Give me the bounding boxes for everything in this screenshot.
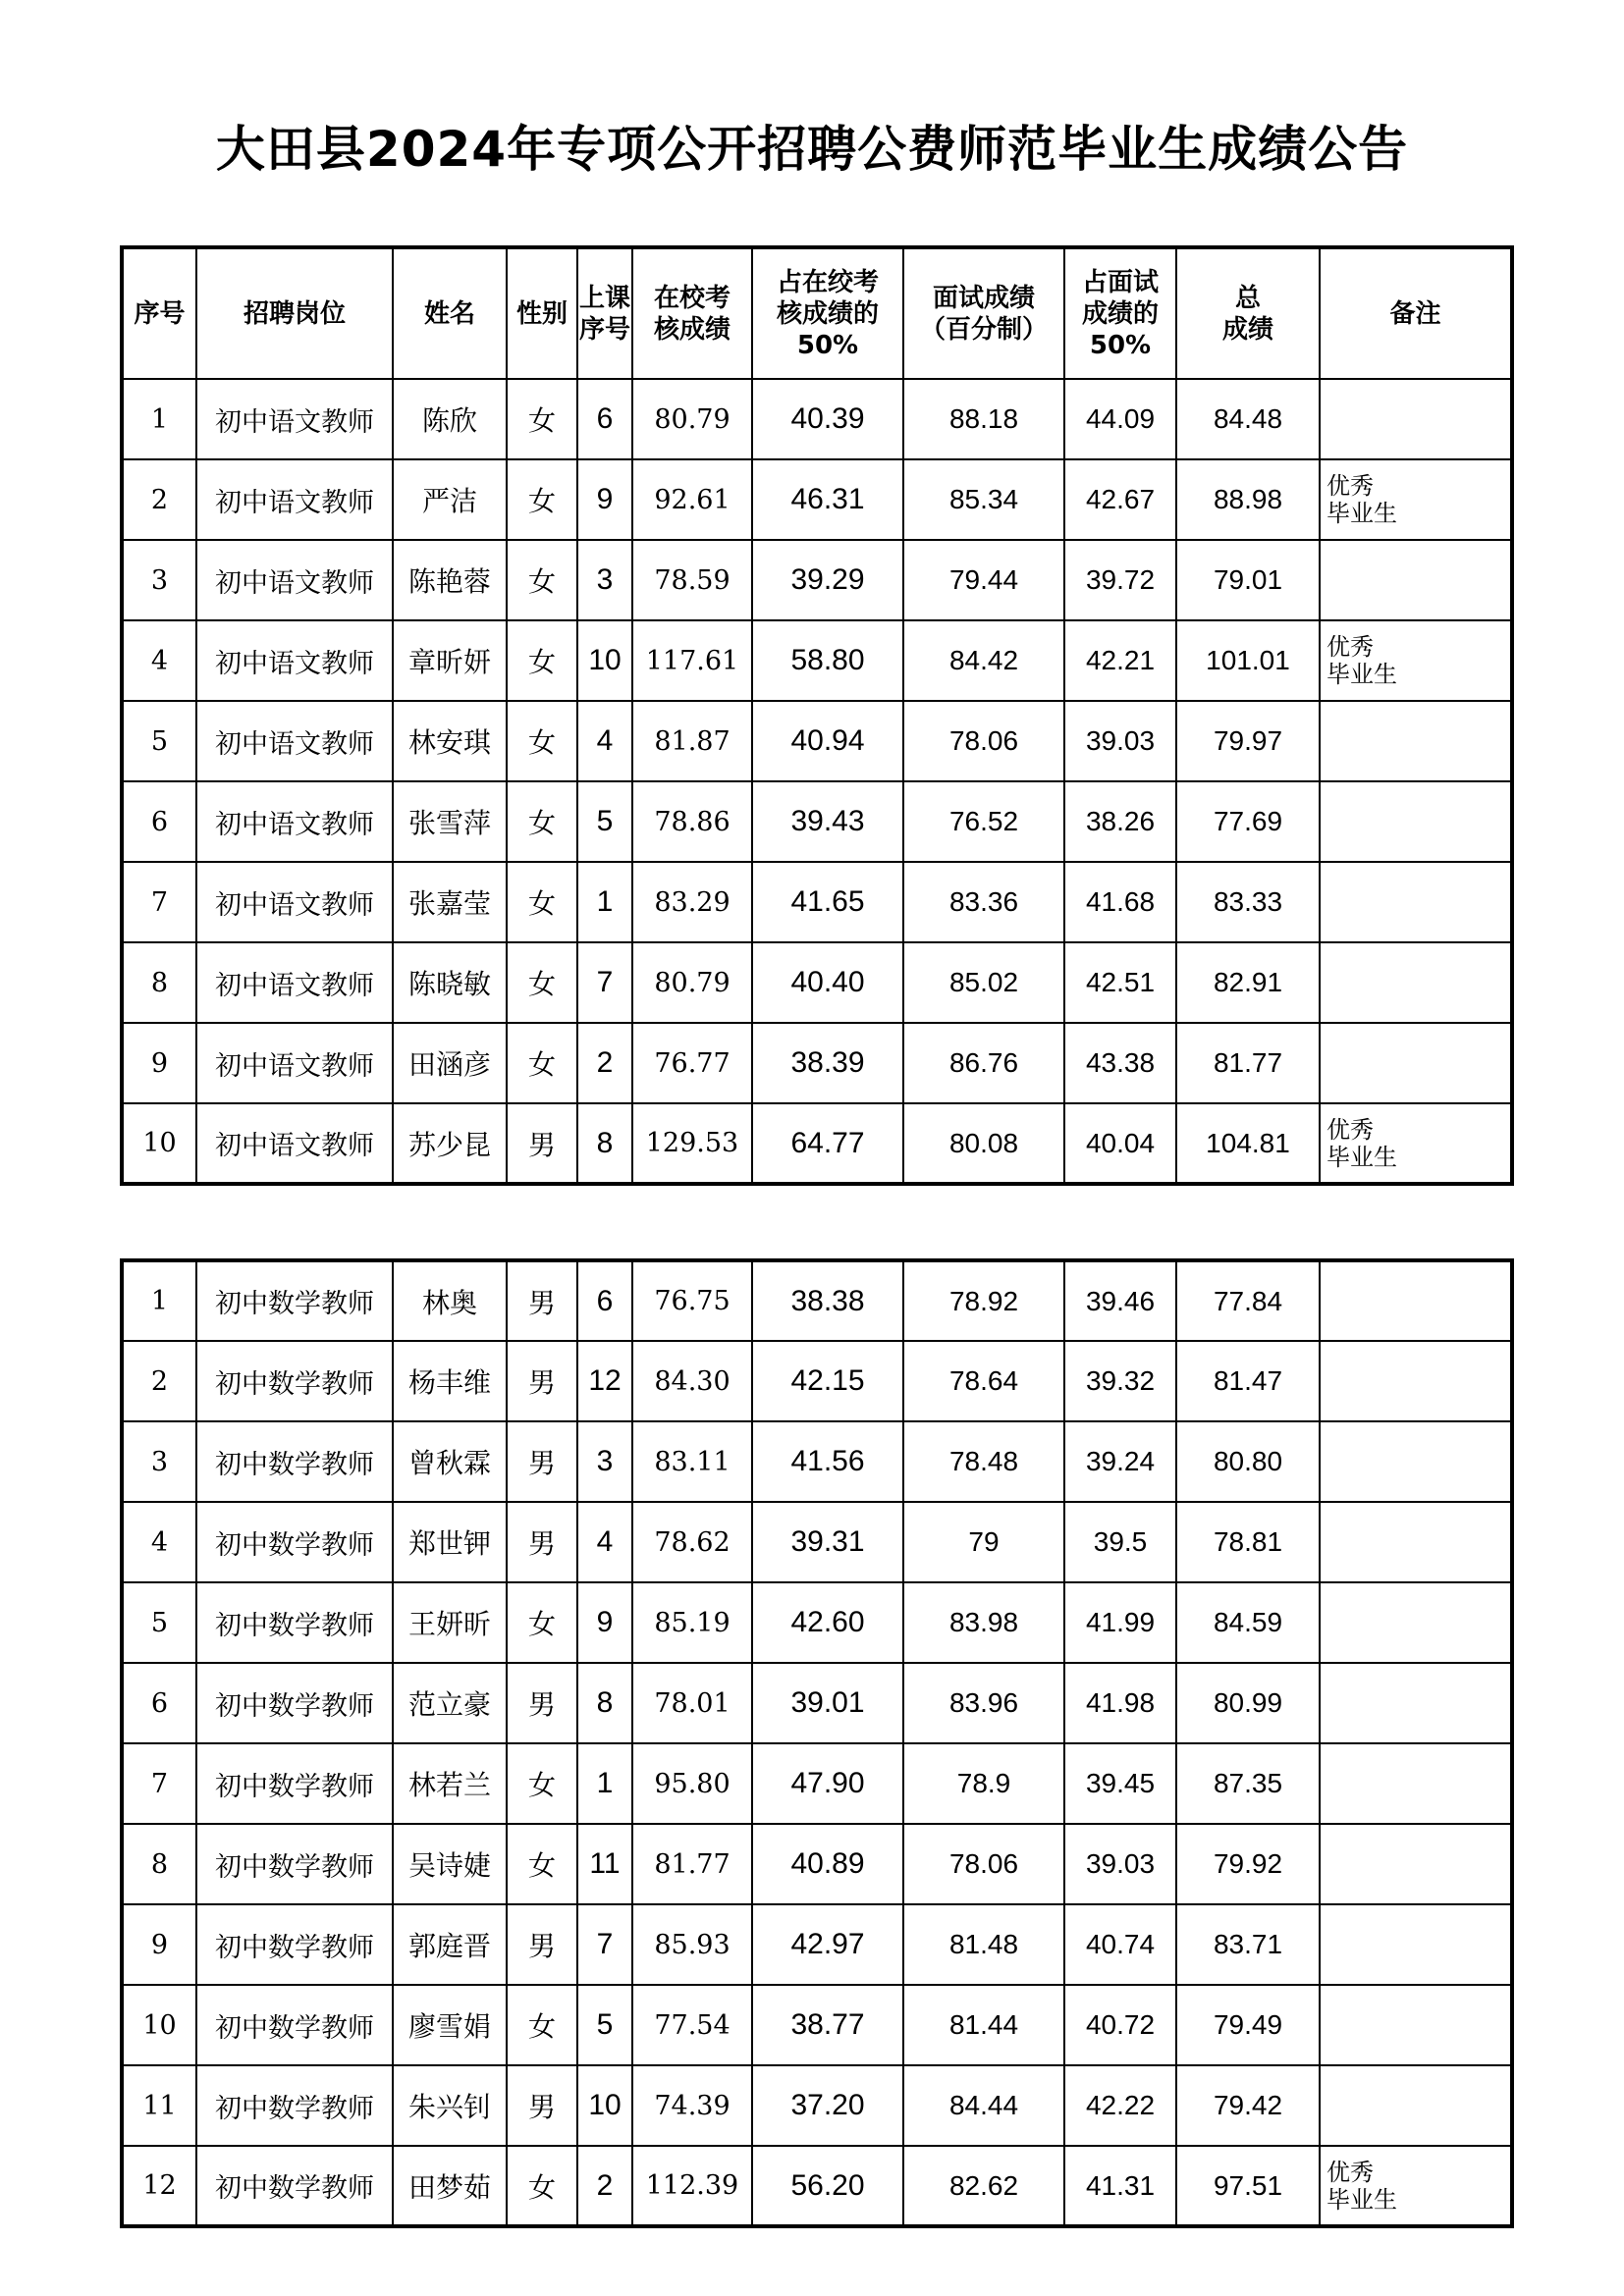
- cell-seq: 4: [122, 620, 196, 701]
- cell-total: 88.98: [1176, 459, 1320, 540]
- cell-lesson-order: 2: [577, 2146, 632, 2226]
- cell-lesson-order: 5: [577, 1985, 632, 2065]
- cell-post: 初中语文教师: [196, 459, 393, 540]
- header-total: 总 成绩: [1176, 247, 1320, 379]
- cell-name: 苏少昆: [393, 1103, 507, 1184]
- cell-name: 林安琪: [393, 701, 507, 781]
- cell-gender: 女: [507, 1582, 577, 1663]
- cell-interview-50: 42.51: [1064, 942, 1176, 1023]
- cell-total: 84.59: [1176, 1582, 1320, 1663]
- cell-total: 83.71: [1176, 1904, 1320, 1985]
- cell-seq: 1: [122, 379, 196, 459]
- cell-lesson-order: 7: [577, 1904, 632, 1985]
- cell-post: 初中语文教师: [196, 781, 393, 862]
- table-row: [122, 459, 1512, 540]
- cell-interview: 78.9: [903, 1743, 1064, 1824]
- table-row: [122, 620, 1512, 701]
- cell-gender: 女: [507, 620, 577, 701]
- score-table-chinese: [120, 245, 1514, 1186]
- cell-name: 张嘉莹: [393, 862, 507, 942]
- cell-school-50: 42.15: [752, 1341, 903, 1421]
- cell-remark: [1320, 379, 1512, 459]
- cell-post: 初中数学教师: [196, 1904, 393, 1985]
- cell-interview: 78.48: [903, 1421, 1064, 1502]
- cell-school-score: 78.86: [632, 781, 752, 862]
- header-interview-50: 占面试 成绩的 50%: [1064, 247, 1176, 379]
- cell-seq: 8: [122, 942, 196, 1023]
- cell-remark: [1320, 1502, 1512, 1582]
- table-row: [122, 1502, 1512, 1582]
- cell-school-score: 112.39: [632, 2146, 752, 2226]
- cell-lesson-order: 5: [577, 781, 632, 862]
- cell-interview: 78.06: [903, 1824, 1064, 1904]
- cell-seq: 12: [122, 2146, 196, 2226]
- table-row: [122, 862, 1512, 942]
- cell-post: 初中数学教师: [196, 1260, 393, 1341]
- cell-interview-50: 42.67: [1064, 459, 1176, 540]
- table-header-row: [122, 247, 1512, 379]
- cell-lesson-order: 12: [577, 1341, 632, 1421]
- cell-school-50: 40.40: [752, 942, 903, 1023]
- table-row: [122, 1421, 1512, 1502]
- cell-remark: [1320, 1421, 1512, 1502]
- cell-seq: 5: [122, 1582, 196, 1663]
- cell-gender: 女: [507, 459, 577, 540]
- cell-seq: 9: [122, 1023, 196, 1103]
- table-row: [122, 1582, 1512, 1663]
- cell-seq: 10: [122, 1103, 196, 1184]
- cell-name: 杨丰维: [393, 1341, 507, 1421]
- cell-interview: 88.18: [903, 379, 1064, 459]
- cell-school-score: 74.39: [632, 2065, 752, 2146]
- cell-seq: 2: [122, 459, 196, 540]
- cell-interview-50: 42.22: [1064, 2065, 1176, 2146]
- cell-interview-50: 40.74: [1064, 1904, 1176, 1985]
- cell-post: 初中数学教师: [196, 1502, 393, 1582]
- cell-school-50: 39.43: [752, 781, 903, 862]
- cell-gender: 女: [507, 379, 577, 459]
- cell-school-score: 129.53: [632, 1103, 752, 1184]
- cell-interview: 81.48: [903, 1904, 1064, 1985]
- cell-post: 初中语文教师: [196, 942, 393, 1023]
- cell-gender: 男: [507, 1260, 577, 1341]
- cell-interview-50: 39.24: [1064, 1421, 1176, 1502]
- score-table-math: [120, 1258, 1514, 2228]
- cell-interview-50: 38.26: [1064, 781, 1176, 862]
- cell-interview: 84.44: [903, 2065, 1064, 2146]
- cell-interview-50: 41.31: [1064, 2146, 1176, 2226]
- cell-total: 79.42: [1176, 2065, 1320, 2146]
- cell-name: 章昕妍: [393, 620, 507, 701]
- table-row: [122, 1743, 1512, 1824]
- cell-seq: 6: [122, 1663, 196, 1743]
- cell-school-50: 38.39: [752, 1023, 903, 1103]
- cell-remark: [1320, 862, 1512, 942]
- cell-lesson-order: 3: [577, 1421, 632, 1502]
- cell-post: 初中数学教师: [196, 1743, 393, 1824]
- cell-total: 82.91: [1176, 942, 1320, 1023]
- header-gender: 性别: [507, 247, 577, 379]
- cell-total: 83.33: [1176, 862, 1320, 942]
- cell-interview: 81.44: [903, 1985, 1064, 2065]
- cell-lesson-order: 8: [577, 1103, 632, 1184]
- cell-remark: [1320, 1023, 1512, 1103]
- cell-remark: [1320, 540, 1512, 620]
- cell-total: 79.01: [1176, 540, 1320, 620]
- cell-gender: 男: [507, 1421, 577, 1502]
- cell-lesson-order: 1: [577, 1743, 632, 1824]
- table-row: [122, 1985, 1512, 2065]
- cell-lesson-order: 9: [577, 1582, 632, 1663]
- cell-name: 陈欣: [393, 379, 507, 459]
- cell-lesson-order: 3: [577, 540, 632, 620]
- cell-school-score: 81.77: [632, 1824, 752, 1904]
- cell-school-score: 80.79: [632, 379, 752, 459]
- cell-school-50: 41.56: [752, 1421, 903, 1502]
- cell-school-score: 76.75: [632, 1260, 752, 1341]
- cell-post: 初中语文教师: [196, 862, 393, 942]
- cell-school-50: 46.31: [752, 459, 903, 540]
- cell-name: 林奥: [393, 1260, 507, 1341]
- cell-total: 77.69: [1176, 781, 1320, 862]
- cell-gender: 女: [507, 1824, 577, 1904]
- cell-name: 张雪萍: [393, 781, 507, 862]
- cell-post: 初中数学教师: [196, 2146, 393, 2226]
- cell-interview-50: 39.03: [1064, 701, 1176, 781]
- cell-name: 田涵彦: [393, 1023, 507, 1103]
- cell-lesson-order: 11: [577, 1824, 632, 1904]
- cell-seq: 7: [122, 1743, 196, 1824]
- cell-interview-50: 39.45: [1064, 1743, 1176, 1824]
- cell-school-50: 42.97: [752, 1904, 903, 1985]
- cell-total: 77.84: [1176, 1260, 1320, 1341]
- cell-name: 王妍昕: [393, 1582, 507, 1663]
- cell-post: 初中语文教师: [196, 1023, 393, 1103]
- header-interview: 面试成绩 （百分制）: [903, 247, 1064, 379]
- table-row: [122, 1904, 1512, 1985]
- cell-post: 初中数学教师: [196, 2065, 393, 2146]
- cell-school-50: 40.89: [752, 1824, 903, 1904]
- cell-name: 范立豪: [393, 1663, 507, 1743]
- cell-school-50: 38.77: [752, 1985, 903, 2065]
- cell-name: 郑世钾: [393, 1502, 507, 1582]
- cell-lesson-order: 2: [577, 1023, 632, 1103]
- cell-total: 104.81: [1176, 1103, 1320, 1184]
- cell-remark: [1320, 1260, 1512, 1341]
- cell-gender: 男: [507, 1502, 577, 1582]
- cell-name: 林若兰: [393, 1743, 507, 1824]
- cell-school-score: 83.11: [632, 1421, 752, 1502]
- cell-remark: [1320, 781, 1512, 862]
- cell-remark: [1320, 701, 1512, 781]
- cell-school-score: 84.30: [632, 1341, 752, 1421]
- cell-seq: 7: [122, 862, 196, 942]
- cell-school-score: 85.19: [632, 1582, 752, 1663]
- cell-gender: 男: [507, 2065, 577, 2146]
- cell-name: 廖雪娟: [393, 1985, 507, 2065]
- cell-school-50: 42.60: [752, 1582, 903, 1663]
- cell-school-score: 83.29: [632, 862, 752, 942]
- cell-interview: 82.62: [903, 2146, 1064, 2226]
- cell-lesson-order: 1: [577, 862, 632, 942]
- cell-seq: 6: [122, 781, 196, 862]
- cell-school-50: 56.20: [752, 2146, 903, 2226]
- cell-seq: 10: [122, 1985, 196, 2065]
- header-post: 招聘岗位: [196, 247, 393, 379]
- cell-remark: [1320, 1743, 1512, 1824]
- table-row: [122, 2146, 1512, 2226]
- cell-total: 81.77: [1176, 1023, 1320, 1103]
- cell-school-50: 47.90: [752, 1743, 903, 1824]
- cell-name: 严洁: [393, 459, 507, 540]
- cell-interview: 78.92: [903, 1260, 1064, 1341]
- cell-seq: 4: [122, 1502, 196, 1582]
- table-row: [122, 2065, 1512, 2146]
- cell-remark: 优秀 毕业生: [1320, 2146, 1512, 2226]
- cell-gender: 女: [507, 1743, 577, 1824]
- table-row: [122, 540, 1512, 620]
- cell-interview-50: 43.38: [1064, 1023, 1176, 1103]
- cell-post: 初中语文教师: [196, 620, 393, 701]
- cell-interview-50: 41.98: [1064, 1663, 1176, 1743]
- cell-seq: 8: [122, 1824, 196, 1904]
- cell-post: 初中数学教师: [196, 1341, 393, 1421]
- cell-interview-50: 40.72: [1064, 1985, 1176, 2065]
- table-row: [122, 1103, 1512, 1184]
- header-school-score: 在校考 核成绩: [632, 247, 752, 379]
- cell-interview-50: 39.46: [1064, 1260, 1176, 1341]
- cell-interview-50: 41.99: [1064, 1582, 1176, 1663]
- cell-interview: 83.36: [903, 862, 1064, 942]
- cell-post: 初中语文教师: [196, 1103, 393, 1184]
- cell-seq: 3: [122, 1421, 196, 1502]
- cell-school-50: 40.94: [752, 701, 903, 781]
- cell-gender: 女: [507, 942, 577, 1023]
- cell-remark: [1320, 1341, 1512, 1421]
- cell-school-score: 81.87: [632, 701, 752, 781]
- cell-total: 87.35: [1176, 1743, 1320, 1824]
- cell-school-score: 78.59: [632, 540, 752, 620]
- cell-total: 81.47: [1176, 1341, 1320, 1421]
- cell-gender: 男: [507, 1663, 577, 1743]
- cell-gender: 女: [507, 862, 577, 942]
- cell-name: 陈晓敏: [393, 942, 507, 1023]
- cell-school-50: 37.20: [752, 2065, 903, 2146]
- cell-interview: 84.42: [903, 620, 1064, 701]
- cell-post: 初中数学教师: [196, 1824, 393, 1904]
- table-row: [122, 1824, 1512, 1904]
- cell-post: 初中语文教师: [196, 701, 393, 781]
- cell-interview: 79.44: [903, 540, 1064, 620]
- table-row: [122, 1341, 1512, 1421]
- table-row: [122, 1663, 1512, 1743]
- cell-school-score: 78.01: [632, 1663, 752, 1743]
- cell-school-50: 39.31: [752, 1502, 903, 1582]
- header-seq: 序号: [122, 247, 196, 379]
- cell-remark: [1320, 1904, 1512, 1985]
- cell-school-50: 39.01: [752, 1663, 903, 1743]
- cell-interview-50: 39.72: [1064, 540, 1176, 620]
- cell-lesson-order: 9: [577, 459, 632, 540]
- cell-total: 78.81: [1176, 1502, 1320, 1582]
- cell-school-50: 40.39: [752, 379, 903, 459]
- cell-remark: [1320, 1985, 1512, 2065]
- cell-school-score: 76.77: [632, 1023, 752, 1103]
- cell-school-score: 80.79: [632, 942, 752, 1023]
- cell-remark: [1320, 1663, 1512, 1743]
- cell-post: 初中语文教师: [196, 540, 393, 620]
- cell-school-score: 78.62: [632, 1502, 752, 1582]
- cell-total: 80.80: [1176, 1421, 1320, 1502]
- cell-name: 田梦茹: [393, 2146, 507, 2226]
- cell-name: 吴诗婕: [393, 1824, 507, 1904]
- cell-seq: 1: [122, 1260, 196, 1341]
- cell-lesson-order: 8: [577, 1663, 632, 1743]
- cell-lesson-order: 6: [577, 1260, 632, 1341]
- cell-gender: 男: [507, 1904, 577, 1985]
- cell-gender: 男: [507, 1341, 577, 1421]
- cell-lesson-order: 10: [577, 620, 632, 701]
- cell-name: 陈艳蓉: [393, 540, 507, 620]
- cell-name: 朱兴钊: [393, 2065, 507, 2146]
- cell-interview: 83.96: [903, 1663, 1064, 1743]
- cell-lesson-order: 4: [577, 1502, 632, 1582]
- cell-interview-50: 42.21: [1064, 620, 1176, 701]
- cell-gender: 女: [507, 1985, 577, 2065]
- cell-lesson-order: 10: [577, 2065, 632, 2146]
- cell-total: 79.49: [1176, 1985, 1320, 2065]
- cell-lesson-order: 6: [577, 379, 632, 459]
- cell-interview-50: 39.03: [1064, 1824, 1176, 1904]
- header-name: 姓名: [393, 247, 507, 379]
- cell-interview: 85.34: [903, 459, 1064, 540]
- cell-school-50: 38.38: [752, 1260, 903, 1341]
- table-row: [122, 701, 1512, 781]
- cell-post: 初中数学教师: [196, 1663, 393, 1743]
- cell-interview-50: 39.5: [1064, 1502, 1176, 1582]
- cell-remark: 优秀 毕业生: [1320, 459, 1512, 540]
- cell-interview-50: 39.32: [1064, 1341, 1176, 1421]
- cell-remark: [1320, 1582, 1512, 1663]
- cell-interview: 86.76: [903, 1023, 1064, 1103]
- cell-interview: 83.98: [903, 1582, 1064, 1663]
- cell-interview: 78.64: [903, 1341, 1064, 1421]
- cell-total: 79.97: [1176, 701, 1320, 781]
- cell-lesson-order: 4: [577, 701, 632, 781]
- cell-gender: 女: [507, 781, 577, 862]
- cell-post: 初中数学教师: [196, 1985, 393, 2065]
- cell-remark: [1320, 1824, 1512, 1904]
- table-row: [122, 379, 1512, 459]
- cell-gender: 女: [507, 540, 577, 620]
- cell-gender: 女: [507, 2146, 577, 2226]
- cell-seq: 11: [122, 2065, 196, 2146]
- cell-interview: 80.08: [903, 1103, 1064, 1184]
- cell-post: 初中数学教师: [196, 1421, 393, 1502]
- cell-interview: 85.02: [903, 942, 1064, 1023]
- header-school-50: 占在绞考 核成绩的 50%: [752, 247, 903, 379]
- cell-post: 初中数学教师: [196, 1582, 393, 1663]
- cell-remark: [1320, 2065, 1512, 2146]
- cell-school-50: 58.80: [752, 620, 903, 701]
- cell-remark: 优秀 毕业生: [1320, 1103, 1512, 1184]
- cell-total: 101.01: [1176, 620, 1320, 701]
- cell-school-50: 39.29: [752, 540, 903, 620]
- cell-gender: 女: [507, 1023, 577, 1103]
- cell-name: 曾秋霖: [393, 1421, 507, 1502]
- table-row: [122, 942, 1512, 1023]
- table-row: [122, 781, 1512, 862]
- cell-seq: 5: [122, 701, 196, 781]
- cell-interview: 78.06: [903, 701, 1064, 781]
- cell-total: 97.51: [1176, 2146, 1320, 2226]
- cell-seq: 3: [122, 540, 196, 620]
- cell-gender: 男: [507, 1103, 577, 1184]
- cell-total: 79.92: [1176, 1824, 1320, 1904]
- cell-total: 80.99: [1176, 1663, 1320, 1743]
- cell-interview-50: 41.68: [1064, 862, 1176, 942]
- cell-seq: 9: [122, 1904, 196, 1985]
- cell-gender: 女: [507, 701, 577, 781]
- cell-school-50: 41.65: [752, 862, 903, 942]
- cell-school-score: 92.61: [632, 459, 752, 540]
- header-lesson-order: 上课 序号: [577, 247, 632, 379]
- page-title: 大田县2024年专项公开招聘公费师范毕业生成绩公告: [215, 121, 1409, 178]
- cell-remark: [1320, 942, 1512, 1023]
- table-row: [122, 1260, 1512, 1341]
- cell-school-score: 95.80: [632, 1743, 752, 1824]
- header-remark: 备注: [1320, 247, 1512, 379]
- table-row: [122, 1023, 1512, 1103]
- cell-school-score: 117.61: [632, 620, 752, 701]
- cell-remark: 优秀 毕业生: [1320, 620, 1512, 701]
- cell-lesson-order: 7: [577, 942, 632, 1023]
- cell-school-score: 85.93: [632, 1904, 752, 1985]
- cell-interview-50: 40.04: [1064, 1103, 1176, 1184]
- cell-total: 84.48: [1176, 379, 1320, 459]
- cell-name: 郭庭晋: [393, 1904, 507, 1985]
- cell-seq: 2: [122, 1341, 196, 1421]
- cell-post: 初中语文教师: [196, 379, 393, 459]
- cell-interview-50: 44.09: [1064, 379, 1176, 459]
- cell-school-50: 64.77: [752, 1103, 903, 1184]
- cell-interview: 76.52: [903, 781, 1064, 862]
- cell-interview: 79: [903, 1502, 1064, 1582]
- cell-school-score: 77.54: [632, 1985, 752, 2065]
